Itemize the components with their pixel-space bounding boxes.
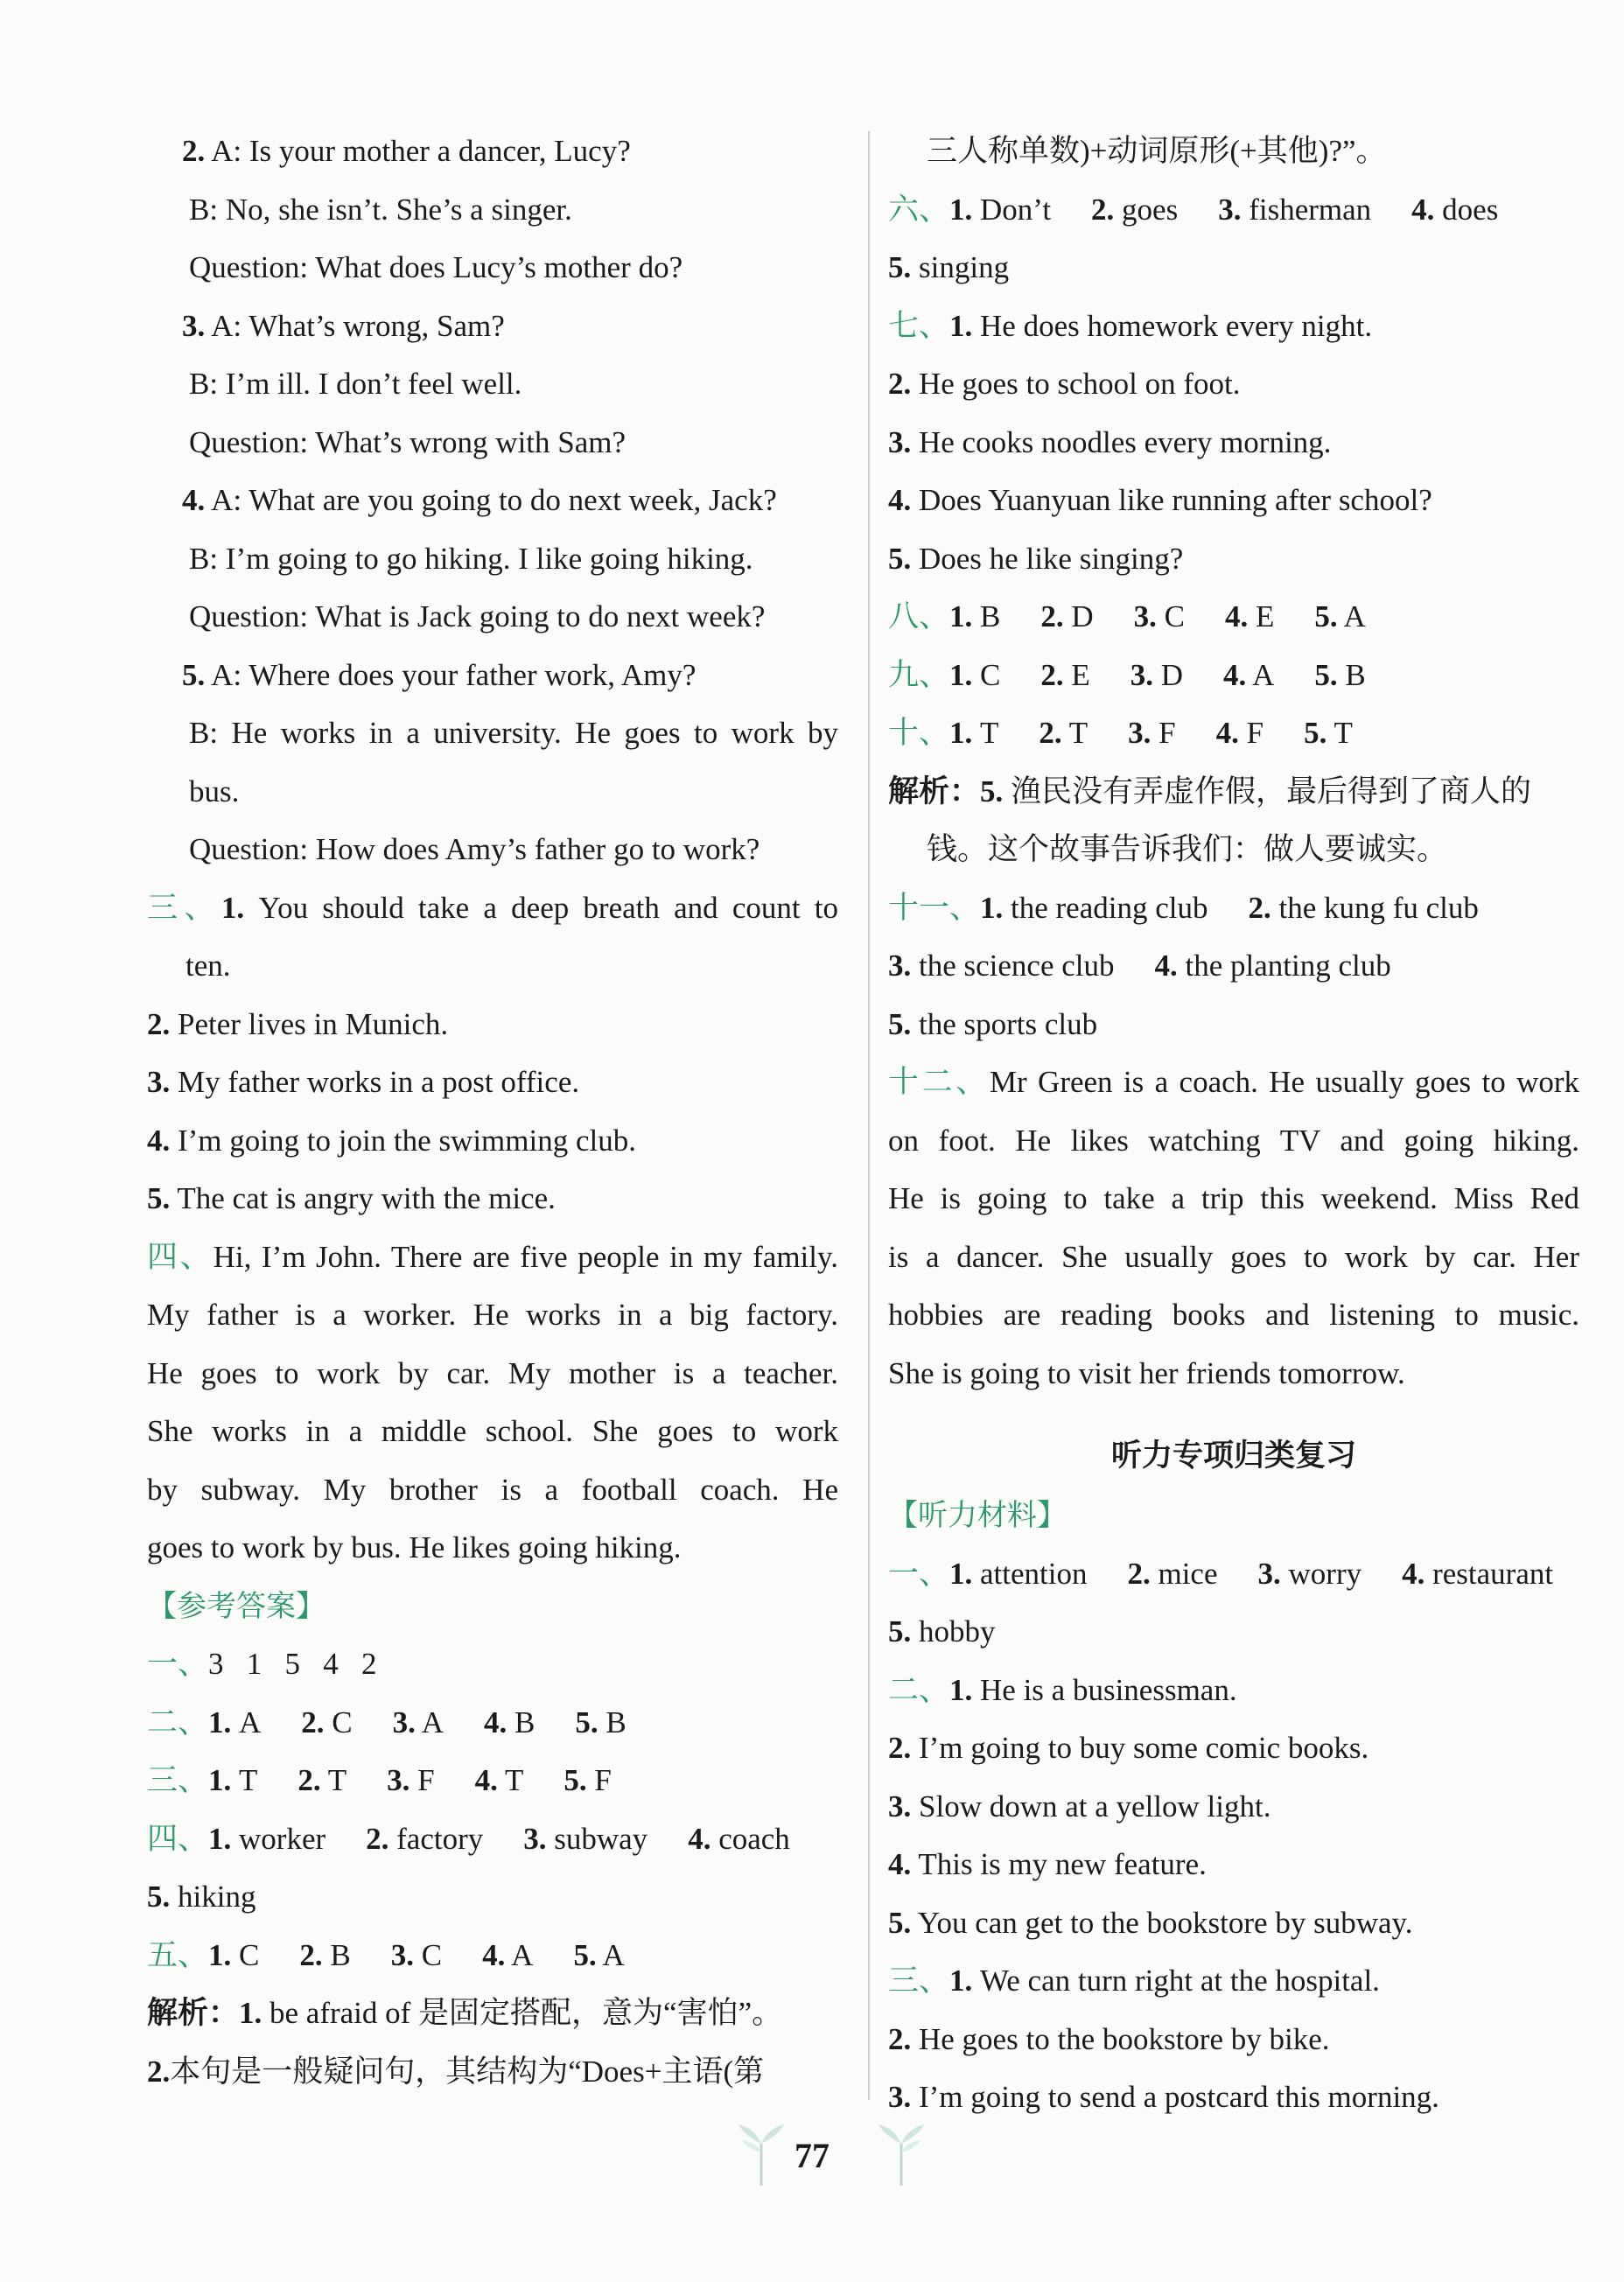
section-3-line: 3. My father works in a post office. (147, 1065, 580, 1099)
dialog-line: B: I’m ill. I don’t feel well. (189, 367, 522, 401)
right-column (888, 122, 1579, 2127)
dialog-line: Question: How does Amy’s father go to work? (189, 832, 760, 866)
dialog-line: bus. (189, 774, 240, 808)
column-divider (868, 131, 870, 2100)
left-column (147, 122, 838, 2101)
section-11-line: 3. the science club 4. the planting club (888, 948, 1391, 983)
page-footer (0, 2135, 1624, 2176)
dialog-line: B: I’m going to go hiking. I like going hiking. (189, 541, 753, 576)
dialog-line: B: He works in a university. He goes to work by (189, 716, 838, 750)
listening-3-line: 3. I’m going to send a postcard this morning. (888, 2080, 1439, 2114)
section-7-line: 七、1. He does homework every night. (888, 308, 1373, 343)
section-7-line: 5. Does he like singing? (888, 541, 1184, 576)
section-12-line: He is going to take a trip this weekend. Miss Red (888, 1181, 1579, 1215)
section-11-line: 5. the sports club (888, 1006, 1098, 1041)
section-4-line: My father is a worker. He works in a big factory. (147, 1298, 838, 1332)
dialog-line: B: No, she isn’t. She’s a singer. (189, 192, 572, 227)
dialog-line: Question: What’s wrong with Sam? (189, 424, 626, 459)
section-3-line: 三、1. You should take a deep breath and count to (147, 890, 838, 925)
section-4-line: He goes to work by car. My mother is a teacher. (147, 1355, 838, 1390)
section-3-line: 2. Peter lives in Munich. (147, 1006, 449, 1041)
listening-1-line: 5. hobby (888, 1614, 996, 1648)
analysis-line: 钱。这个故事告诉我们：做人要诚实。 (927, 832, 1448, 866)
section-4-line: She works in a middle school. She goes to work (147, 1414, 838, 1448)
answer-line-4: 四、1. worker 2. factory 3. subway 4. coach (147, 1821, 790, 1856)
section-10-line: 十、1. T 2. T 3. F 4. F 5. T (888, 716, 1353, 750)
section-3-line: ten. (186, 948, 231, 983)
section-3-line: 5. The cat is angry with the mice. (147, 1181, 556, 1215)
section-7-line: 4. Does Yuanyuan like running after school? (888, 483, 1432, 517)
section-12-line: on foot. He likes watching TV and going hiking. (888, 1123, 1579, 1158)
listening-2-line: 2. I’m going to buy some comic books. (888, 1731, 1369, 1765)
dialog-line: Question: What is Jack going to do next week? (189, 599, 766, 634)
section-12-line: is a dancer. She usually goes to work by car. Her (888, 1239, 1579, 1274)
dialog-line: 2. A: Is your mother a dancer, Lucy? (182, 134, 631, 168)
section-12-line: She is going to visit her friends tomorrow. (888, 1355, 1405, 1390)
analysis-line: 解析：5. 渔民没有弄虚作假，最后得到了商人的 (888, 774, 1532, 808)
answers-title: 【参考答案】 (147, 1588, 326, 1624)
section-8-line: 八、1. B 2. D 3. C 4. E 5. A (888, 599, 1366, 634)
listening-section-title: 听力专项归类复习 (1110, 1438, 1356, 1474)
section-4-line: 四、Hi, I’m John. There are five people in my family. (147, 1239, 838, 1274)
listening-2-line: 4. This is my new feature. (888, 1847, 1207, 1881)
answer-line-4b: 5. hiking (147, 1880, 256, 1914)
section-7-line: 2. He goes to school on foot. (888, 367, 1241, 401)
dialog-line: 4. A: What are you going to do next week, Jack? (182, 483, 777, 517)
listening-2-line: 二、1. He is a businessman. (888, 1672, 1237, 1707)
dialog-line: Question: What does Lucy’s mother do? (189, 250, 683, 284)
answer-line-1: 一、3 1 5 4 2 (147, 1647, 377, 1681)
analysis-line: 解析：1. be afraid of 是固定搭配，意为“害怕”。 (147, 1996, 783, 2030)
listening-2-line: 5. You can get to the bookstore by subway. (888, 1905, 1413, 1940)
page-number: 77 (794, 2136, 830, 2175)
analysis-line: 2.本句是一般疑问句，其结构为“Does+主语(第 (147, 2054, 765, 2089)
section-4-line: by subway. My brother is a football coach. He (147, 1472, 838, 1507)
answer-line-3: 三、1. T 2. T 3. F 4. T 5. F (147, 1763, 612, 1797)
listening-3-line: 三、1. We can turn right at the hospital. (888, 1964, 1380, 1998)
listening-3-line: 2. He goes to the bookstore by bike. (888, 2021, 1330, 2056)
section-12-line: 十二、Mr Green is a coach. He usually goes to work (888, 1065, 1579, 1099)
listening-1-line: 一、1. attention 2. mice 3. worry 4. restaurant (888, 1556, 1554, 1591)
section-6-line: 六、1. Don’t 2. goes 3. fisherman 4. does (888, 192, 1499, 227)
section-3-line: 4. I’m going to join the swimming club. (147, 1123, 636, 1158)
listening-2-line: 3. Slow down at a yellow light. (888, 1788, 1271, 1824)
dialog-line: 3. A: What’s wrong, Sam? (182, 308, 505, 343)
dialog-line: 5. A: Where does your father work, Amy? (182, 657, 696, 692)
section-6-line: 5. singing (888, 250, 1010, 284)
materials-title: 【听力材料】 (888, 1498, 1067, 1533)
section-12-line: hobbies are reading books and listening to music. (888, 1298, 1579, 1332)
section-7-line: 3. He cooks noodles every morning. (888, 424, 1332, 459)
section-11-line: 十一、1. the reading club 2. the kung fu club (888, 890, 1479, 925)
section-4-line: goes to work by bus. He likes going hiking. (147, 1530, 682, 1564)
section-9-line: 九、1. C 2. E 3. D 4. A 5. B (888, 657, 1366, 692)
answer-line-5: 五、1. C 2. B 3. C 4. A 5. A (147, 1937, 625, 1972)
answer-line-2: 二、1. A 2. C 3. A 4. B 5. B (147, 1704, 626, 1740)
analysis-continuation: 三人称单数)+动词原形(+其他)?”。 (927, 134, 1387, 168)
